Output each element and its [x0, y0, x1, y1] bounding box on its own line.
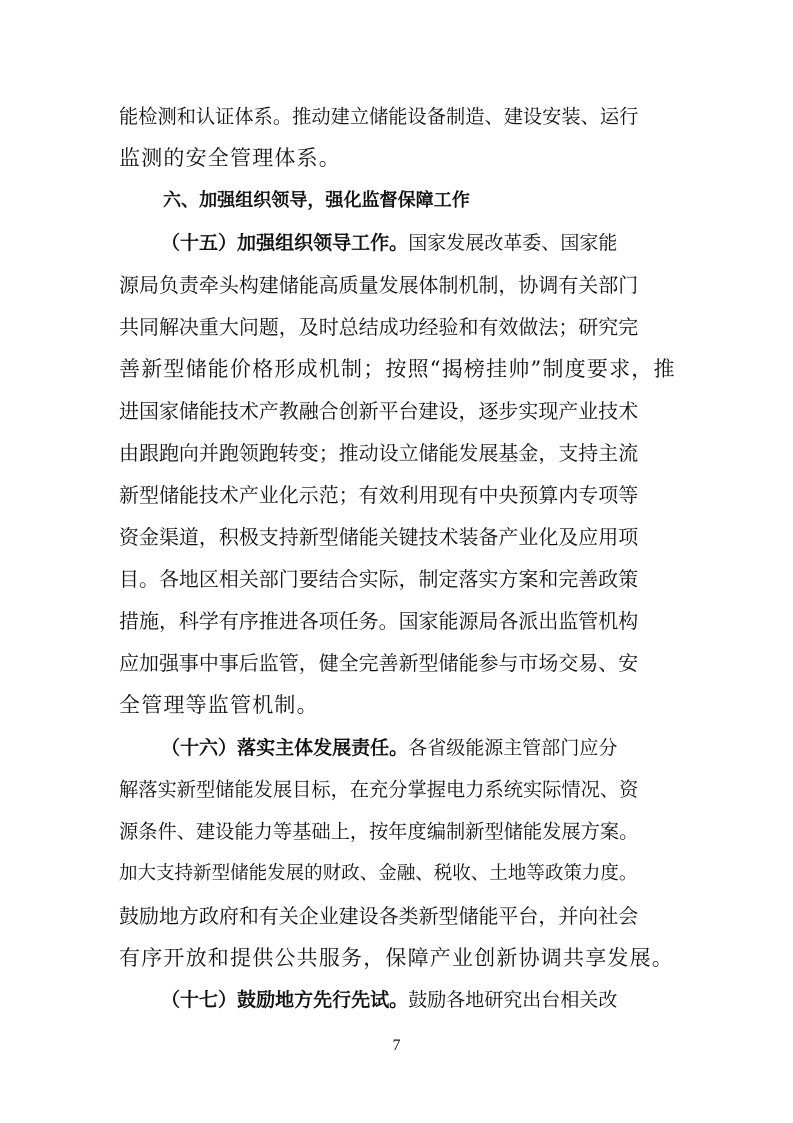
body-line: 全管理等监管机制。 [119, 693, 319, 717]
paragraph-17-text: 鼓励各地研究出台相关改 [408, 989, 618, 1011]
paragraph-16-title: （十六）落实主体发展责任。 [161, 737, 409, 759]
body-line: 目。各地区相关部门要结合实际，制定落实方案和完善政策 [119, 567, 639, 591]
body-line: 措施，科学有序推进各项任务。国家能源局各派出监管机构 [119, 609, 639, 633]
body-line: 新型储能技术产业化示范；有效利用现有中央预算内专项等 [119, 483, 639, 507]
paragraph-17-title: （十七）鼓励地方先行先试。 [161, 989, 409, 1011]
paragraph-16-first-line [161, 733, 721, 763]
body-line: 源条件、建设能力等基础上，按年度编制新型储能发展方案。 [119, 820, 639, 843]
body-line: 鼓励地方政府和有关企业建设各类新型储能平台，并向社会 [119, 904, 639, 928]
body-line: 解落实新型储能发展目标，在充分掌握电力系统实际情况、资 [119, 778, 639, 801]
paragraph-15-first-line [161, 228, 721, 258]
section-heading: 六、加强组织领导，强化监督保障工作 [163, 190, 470, 211]
body-line: 监测的安全管理体系。 [119, 146, 341, 170]
paragraph-16-text: 各省级能源主管部门应分 [408, 737, 618, 759]
body-line: 共同解决重大问题，及时总结成功经验和有效做法；研究完 [119, 315, 639, 339]
body-line: 有序开放和提供公共服务，保障产业创新协调共享发展。 [119, 946, 674, 970]
body-line: 能检测和认证体系。推动建立储能设备制造、建设安装、运行 [119, 105, 639, 128]
body-line: 资金渠道，积极支持新型储能关键技术装备产业化及应用项 [119, 525, 639, 549]
body-line: 应加强事中事后监管，健全完善新型储能参与市场交易、安 [119, 651, 639, 675]
page-number: 7 [392, 1037, 401, 1054]
body-line: 进国家储能技术产教融合创新平台建设，逐步实现产业技术 [119, 399, 639, 423]
paragraph-15-text: 国家发展改革委、国家能 [408, 232, 618, 254]
paragraph-15-title: （十五）加强组织领导工作。 [161, 232, 409, 254]
body-line: 由跟跑向并跑领跑转变；推动设立储能发展基金，支持主流 [119, 441, 639, 465]
paragraph-17-first-line [161, 985, 721, 1015]
body-line: 加大支持新型储能发展的财政、金融、税收、土地等政策力度。 [119, 863, 638, 884]
body-line: 源局负责牵头构建储能高质量发展体制机制，协调有关部门 [119, 273, 639, 297]
body-line: 善新型储能价格形成机制；按照“揭榜挂帅”制度要求，推 [119, 357, 676, 381]
